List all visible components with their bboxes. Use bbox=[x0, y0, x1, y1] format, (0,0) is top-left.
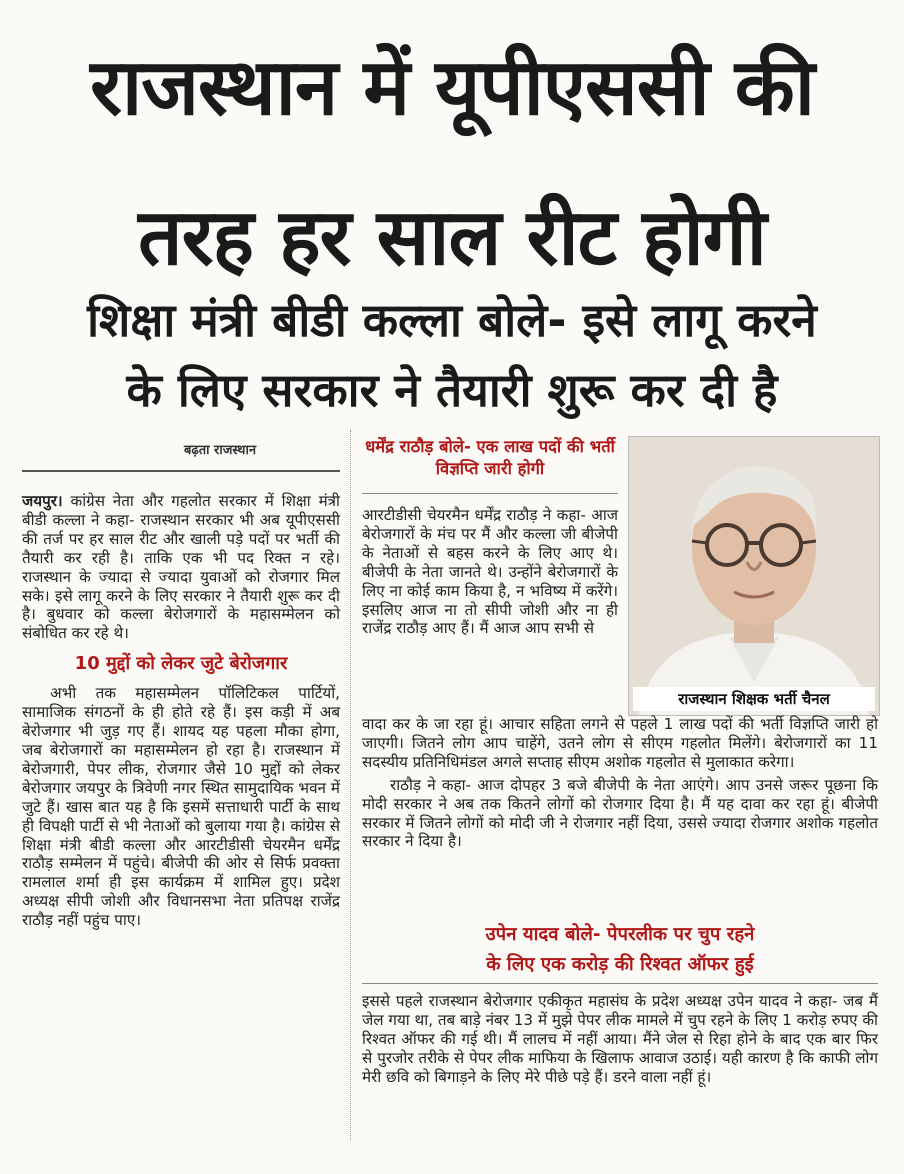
left-body: अभी तक महासम्मेलन पॉलिटिकल पार्टियों, सामाजिक संगठनों के ही होते रहे हैं। इस कड़ी में अब बेरोजगार भी जुड़ गए हैं। शायद यह पहला मौका होगा, जब बेरोजगारों का महासम्मेलन हो रहा है। राजस्थान में बेरोजगारी, पेपर लीक, रोजगार जैसे 10 मुद्दों को लेकर बेरोजगार जयपुर के त्रिवेणी नगर स्थित सामुदायिक भवन में जुटे हैं। खास बात यह है कि इसमें सत्ताधारी पार्टी के साथ ही विपक्षी पार्टी से भी नेताओं को बुलाया गया है। कांग्रेस से शिक्षा मंत्री बीडी कल्ला और आरटीडीसी चेयरमैन धर्मेंद्र राठौड़ सम्मेलन में पहुंचे। बीजेपी की ओर से सिर्फ प्रवक्ता रामलाल शर्मा ही इस कार्यक्रम में शामिल हुए। प्रदेश अध्यक्ष सीपी जोशी और विधानसभा नेता प्रतिपक्ष राजेंद्र राठौड़ नहीं पहुंच पाए। bbox=[22, 684, 340, 930]
subheadline-line-1: शिक्षा मंत्री बीडी कल्ला बोले- इसे लागू करने bbox=[87, 293, 817, 347]
middle-wide-paragraph-1: वादा कर के जा रहा हूं। आचार सहिता लगने से पहले 1 लाख पदों की भर्ती विज्ञप्ति जारी हो जाएगी। जितने लोग आप चाहेंगे, उतने लोग से सीएम गहलोत मिलेंगे। बेरोजगारों का 11 सदस्यीय प्रतिनिधिमंडल अगले सप्ताह सीएम अशोक गहलोत से मुलाकात करेगा। bbox=[362, 715, 878, 771]
lead-text: कांग्रेस नेता और गहलोत सरकार में शिक्षा मंत्री बीडी कल्ला ने कहा- राजस्थान सरकार भी अब यूपीएससी की तर्ज पर हर साल रीट और खाली पड़े पदों पर भर्ती की तैयारी कर रही है। ताकि एक भी पद रिक्त न रहे। राजस्थान के ज्यादा से ज्यादा युवाओं को रोजगार मिल सके। इसे लागू करने के लिए सरकार ने तैयारी शुरू कर दी है। बुधवार को कल्ला बेरोजगारों के महासम्मेलन को संबोधित कर रहे थे। bbox=[22, 492, 340, 643]
middle-subhead-rathore: धर्मेंद्र राठौड़ बोले- एक लाख पदों की भर्ती विज्ञप्ति जारी होगी bbox=[365, 437, 615, 478]
photo-caption: राजस्थान शिक्षक भर्ती चैनल bbox=[633, 687, 875, 711]
middle-title-divider bbox=[362, 493, 618, 494]
middle-subhead-upen bbox=[362, 920, 878, 980]
dateline: जयपुर। bbox=[22, 492, 63, 510]
column-divider bbox=[350, 430, 351, 1140]
lead-paragraph bbox=[22, 492, 340, 643]
byline: बढ़ता राजस्थान bbox=[183, 443, 257, 458]
headline-line-1: राजस्थान में यूपीएससी की bbox=[90, 43, 814, 133]
left-column bbox=[22, 492, 340, 930]
middle-bottom-text: इससे पहले राजस्थान बेरोजगार एकीकृत महासंघ के प्रदेश अध्यक्ष उपेन यादव ने कहा- जब मैं जेल गया था, तब बाड़े नंबर 13 में मुझे पेपर लीक मामले में चुप रहने के लिए 1 करोड़ रुपए की रिश्वत ऑफर की गई थी। मैं लालच में नहीं आया। मैंने जेल से रिहा होने के बाद एक बार फिर से पुरजोर तरीके से पेपर लीक माफिया के खिलाफ आवाज उठाई। यही कारण है कि काफी लोग मेरी छवि को बिगाड़ने के लिए मेरे पीछे पड़े हैं। डरने वाला नहीं हूं। bbox=[362, 992, 878, 1086]
middle-wide-paragraph-2: राठौड़ ने कहा- आज दोपहर 3 बजे बीजेपी के नेता आएंगे। आप उनसे जरूर पूछना कि मोदी सरकार ने अब तक कितने लोगों को रोजगार दिया है। मैं यह दावा कर रहा हूं। बीजेपी सरकार में जितने लोगों को मोदी जी ने रोजगार नहीं दिया, उससे ज्यादा रोजगार अशोक गहलोत सरकार ने दिया है। bbox=[362, 775, 878, 851]
middle-section-divider bbox=[362, 983, 878, 984]
middle-subhead-upen-line-2: के लिए एक करोड़ की रिश्वत ऑफर हुई bbox=[486, 954, 754, 975]
subheadline-line-2: के लिए सरकार ने तैयारी शुरू कर दी है bbox=[126, 363, 778, 417]
left-subhead: 10 मुद्दों को लेकर जुटे बेरोजगार bbox=[74, 653, 288, 675]
middle-subhead-upen-line-1: उपेन यादव बोले- पेपरलीक पर चुप रहने bbox=[485, 924, 755, 945]
headline-line-2: तरह हर साल रीट होगी bbox=[138, 193, 766, 283]
portrait-illustration bbox=[629, 437, 879, 715]
middle-top-text: आरटीडीसी चेयरमैन धर्मेंद्र राठौड़ ने कहा- आज बेरोजगारों के मंच पर मैं और कल्ला जी बीजेपी के नेताओं से बहस करने के लिए आए थे। बीजेपी के नेता जानते थे। उन्होंने बेरोजगारों के लिए ना कोई काम किया है, न भविष्य में करेंगे। इसलिए आज ना तो सीपी जोशी और ना ही राजेंद्र राठौड़ आए हैं। मैं आज आप सभी से bbox=[362, 506, 618, 638]
portrait-photo bbox=[628, 436, 880, 716]
byline-divider bbox=[22, 470, 340, 472]
middle-wide-text bbox=[362, 715, 878, 851]
